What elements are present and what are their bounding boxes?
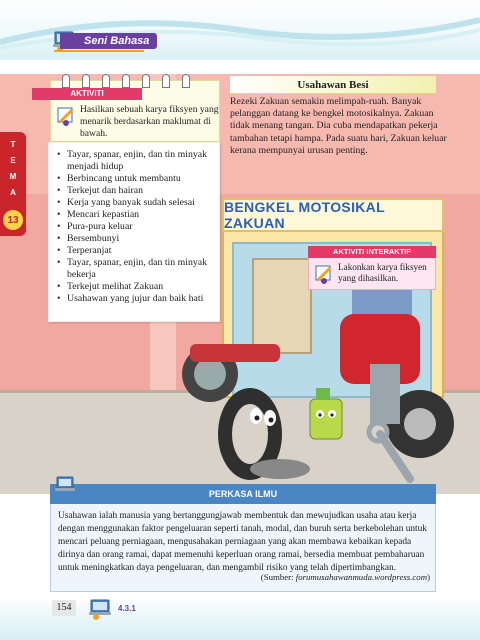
story-title: Usahawan Besi — [230, 76, 436, 94]
list-item: • Tayar, spanar, enjin, dan tin minyak bekerja — [57, 257, 215, 281]
list-item: • Pura-pura keluar — [57, 221, 215, 233]
spiral-binding — [62, 74, 70, 88]
list-item: • Berbincang untuk membantu — [57, 173, 215, 185]
spiral-binding — [182, 74, 190, 88]
source-suffix: ) — [427, 572, 430, 582]
list-item: • Terkejut melihat Zakuan — [57, 281, 215, 293]
source-prefix: (Sumber: — [260, 572, 296, 582]
subject-badge — [52, 30, 157, 52]
pencil-paper-icon — [56, 104, 76, 126]
story-points-box — [48, 142, 220, 322]
subject-underline — [54, 50, 144, 52]
shop-sign — [222, 198, 444, 232]
motorcycles-illustration — [170, 304, 470, 494]
theme-side-tab — [0, 132, 26, 236]
pencil-paper-icon — [314, 262, 334, 284]
laptop-icon — [88, 598, 114, 620]
story-paragraph: Rezeki Zakuan semakin melimpah-ruah. Banyak pelanggan datang ke bengkel motosikalnya. Zakuan tidak menang tangan. Dia cuba mendapatkan pekerja tambahan tetapi hampa. Pada suatu hari, Zakuan keluar kerana mempunyai urusan penting. — [230, 96, 447, 156]
aktiviti-interaktif-instruction: Lakonkan karya fiksyen yang dihasilkan. — [338, 262, 427, 283]
aktiviti-instruction: Hasilkan sebuah karya fiksyen yang menarik berdasarkan maklumat di bawah. — [80, 104, 219, 139]
list-item: • Bersembunyi — [57, 233, 215, 245]
perkasa-ilmu-source — [58, 572, 430, 582]
spiral-binding — [82, 74, 90, 88]
aktiviti-heading: AKTIVITI — [32, 88, 142, 100]
theme-number: 13 — [3, 210, 23, 230]
spiral-binding — [162, 74, 170, 88]
perkasa-ilmu-heading: PERKASA ILMU — [50, 484, 436, 504]
theme-letter: T — [10, 140, 16, 149]
spiral-binding — [142, 74, 150, 88]
list-item: • Mencari kepastian — [57, 209, 215, 221]
spiral-binding — [102, 74, 110, 88]
laptop-icon — [54, 474, 76, 496]
list-item: • Kerja yang banyak sudah selesai — [57, 197, 215, 209]
shop-sign-text: BENGKEL MOTOSIKAL ZAKUAN — [224, 199, 385, 231]
list-item: • Terkejut dan hairan — [57, 185, 215, 197]
theme-letter: M — [9, 172, 17, 181]
story-points-list — [49, 143, 219, 305]
list-item: • Usahawan yang jujur dan baik hati — [57, 293, 215, 305]
perkasa-ilmu-text: Usahawan ialah manusia yang bertanggungjawab membentuk dan mewujudkan usaha atau kerja dengan menggunakan faktor pengeluaran seperti tanah, modal, dan buruh serta berkebolehan untuk mencari peluang perniagaan, mengusahakan perniagaan yang akan membawa kebaikan kepada dirinya dan orang ramai, dapat memenuhi keperluan orang ramai, bersedia membuat pembaharuan untuk meningkatkan daya pengeluaran, dan mengambil risiko yang telah dipertimbangkan. — [58, 511, 427, 573]
list-item: • Tayar, spanar, enjin, dan tin minyak menjadi hidup — [57, 149, 215, 173]
spiral-binding — [122, 74, 130, 88]
theme-letter: A — [10, 188, 16, 197]
source-site: forumusahawanmuda.wordpress.com — [295, 572, 428, 582]
theme-letter: E — [10, 156, 16, 165]
subject-label: Seni Bahasa — [60, 33, 157, 49]
page-number: 154 — [52, 600, 76, 616]
list-item: • Terperanjat — [57, 245, 215, 257]
aktiviti-interaktif-heading: AKTIVITI INTERAKTIF — [308, 246, 436, 258]
learning-standard-code: 4.3.1 — [118, 604, 136, 613]
